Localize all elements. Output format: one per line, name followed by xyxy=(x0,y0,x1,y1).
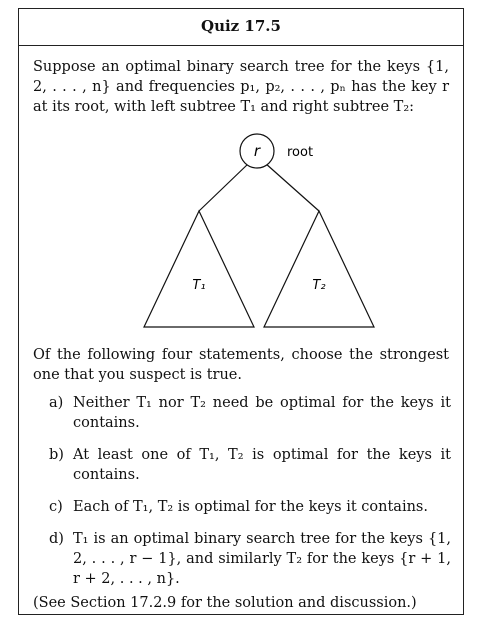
root-node-label: r xyxy=(253,142,261,160)
option-d xyxy=(49,529,451,589)
left-edge xyxy=(199,163,249,211)
right-subtree-label: T₂ xyxy=(312,278,326,293)
title-divider xyxy=(19,45,463,46)
option-text: At least one of T₁, T₂ is optimal for the keys it contains. xyxy=(73,447,451,483)
tree-diagram xyxy=(119,127,399,337)
option-a xyxy=(49,393,451,433)
option-letter: c) xyxy=(49,499,63,515)
option-b xyxy=(49,445,451,485)
footer-note: (See Section 17.2.9 for the solution and discussion.) xyxy=(33,595,417,611)
intro-paragraph: Suppose an optimal binary search tree for the keys {1, 2, . . . , n} and frequencies p₁, p₂, . . . , pₙ has the key r at its root, with left subtree T₁ and right subtree T₂: xyxy=(33,59,449,115)
option-letter: b) xyxy=(49,447,64,463)
left-subtree-label: T₁ xyxy=(192,278,206,293)
option-letter: d) xyxy=(49,531,64,547)
option-text: Each of T₁, T₂ is optimal for the keys it contains. xyxy=(73,499,428,515)
option-c xyxy=(49,497,451,517)
quiz-title: Quiz 17.5 xyxy=(201,17,281,35)
right-subtree-triangle xyxy=(264,211,374,327)
option-text: T₁ is an optimal binary search tree for the keys {1, 2, . . . , r − 1}, and similarly T₂ for the keys {r + 1, r + 2, . . . , n}. xyxy=(73,531,451,587)
right-edge xyxy=(265,163,319,211)
answer-options xyxy=(49,393,451,601)
option-letter: a) xyxy=(49,395,64,411)
left-subtree-triangle xyxy=(144,211,254,327)
option-text: Neither T₁ nor T₂ need be optimal for the keys it contains. xyxy=(73,395,451,431)
quiz-box xyxy=(18,8,464,615)
root-caption: root xyxy=(287,145,314,160)
question-paragraph: Of the following four statements, choose the strongest one that you suspect is true. xyxy=(33,347,449,383)
